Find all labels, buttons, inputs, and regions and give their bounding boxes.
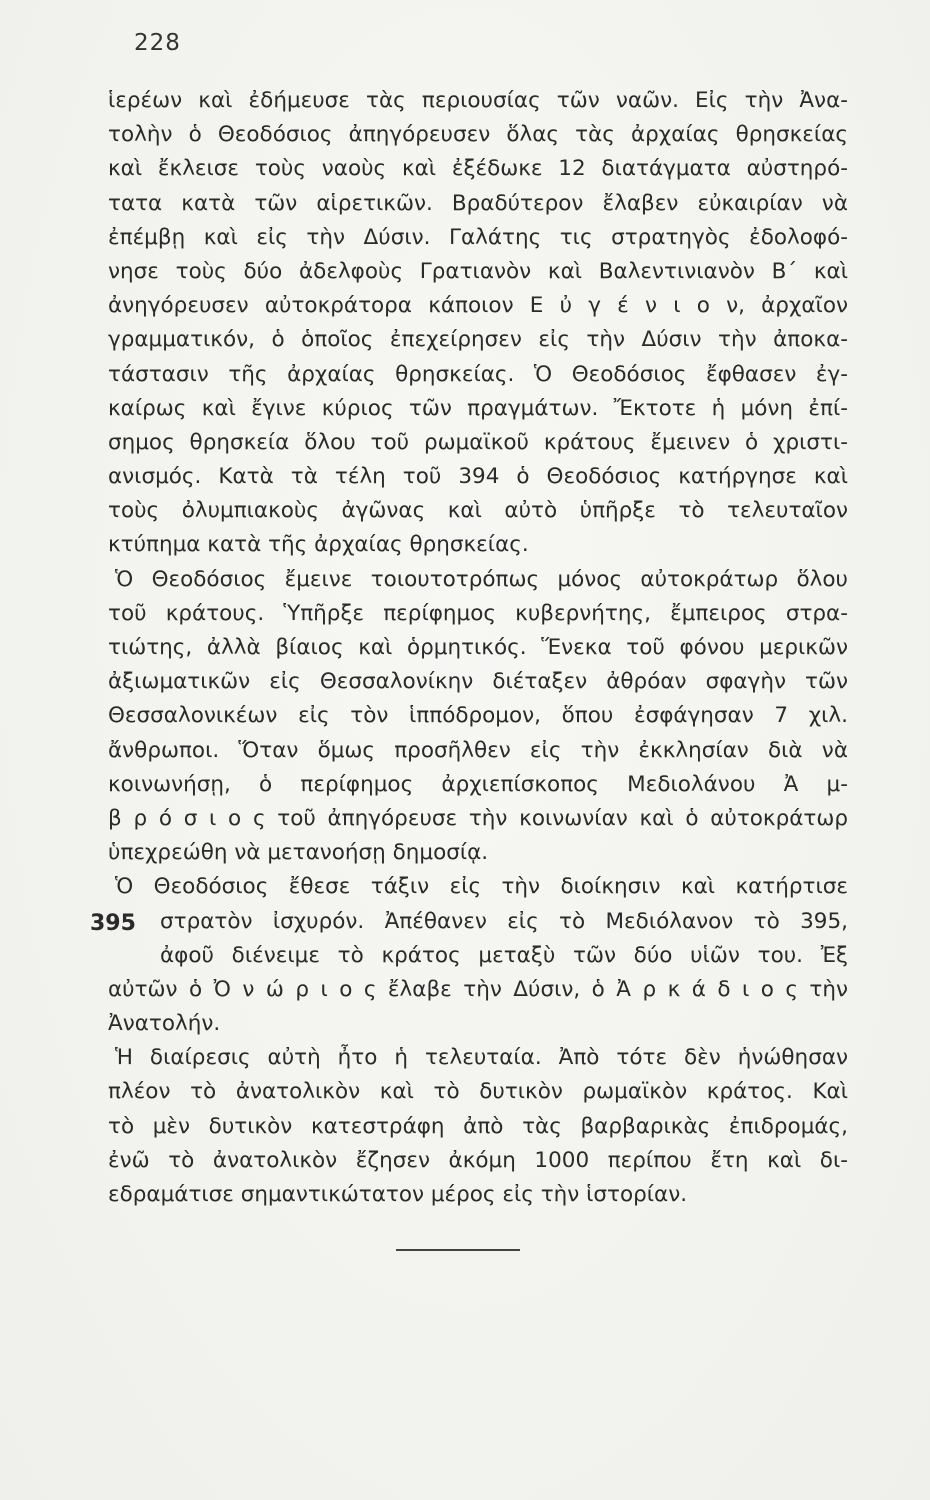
text-line: ἀνηγόρευσεν αὐτοκράτορα κάποιον Ε ὐ γ έ ν ι ο ν, ἀρχαῖον: [108, 293, 848, 319]
text-line: ἄνθρωποι. Ὅταν ὅμως προσῆλθεν εἰς τὴν ἐκκλησίαν διὰ νὰ: [108, 737, 848, 763]
text-line: τιώτης, ἀλλὰ βίαιος καὶ ὁρμητικός. Ἕνεκα τοῦ φόνου μερικῶν: [108, 635, 848, 660]
paragraph-start-line: Ἡ διαίρεσις αὐτὴ ἦτο ἡ τελευταία. Ἀπὸ τότε δὲν ἡνώθησαν: [115, 1045, 848, 1071]
text-line: ἱερέων καὶ ἐδήμευσε τὰς περιουσίας τῶν ναῶν. Εἰς τὴν Ἀνα-: [108, 88, 848, 113]
text-line: ανισμός. Κατὰ τὰ τέλη τοῦ 394 ὁ Θεοδόσιος κατήργησε καὶ: [108, 464, 848, 490]
paragraph-start-line: Ὁ Θεοδόσιος ἔθεσε τάξιν εἰς τὴν διοίκησιν καὶ κατήρτισε: [115, 874, 848, 900]
text-line: αὐτῶν ὁ Ὀ ν ώ ρ ι ο ς ἔλαβε τὴν Δύσιν, ὁ Ἀ ρ κ ά δ ι ο ς τὴν: [108, 976, 848, 1002]
text-line: εδραμάτισε σημαντικώτατον μέρος εἰς τὴν ἱστορίαν.: [108, 1182, 688, 1207]
text-line: νησε τοὺς δύο ἀδελφοὺς Γρατιανὸν καὶ Βαλεντινιανὸν Β΄ καὶ: [108, 258, 848, 284]
text-line: Ἀνατολήν.: [108, 1011, 221, 1037]
text-line: τὸ μὲν δυτικὸν κατεστράφη ἀπὸ τὰς βαρβαρικὰς ἐπιδρομάς,: [108, 1113, 848, 1139]
text-line: καίρως καὶ ἔγινε κύριος τῶν πραγμάτων. Ἔκτοτε ἡ μόνη ἐπί-: [108, 395, 848, 421]
text-line: τάστασιν τῆς ἀρχαίας θρησκείας. Ὁ Θεοδόσιος ἔφθασεν ἐγ-: [108, 361, 848, 387]
text-line: σημος θρησκεία ὅλου τοῦ ρωμαϊκοῦ κράτους ἔμεινεν ὁ χριστι-: [108, 429, 848, 455]
text-line: καὶ ἔκλεισε τοὺς ναοὺς καὶ ἐξέδωκε 12 διατάγματα αὐστηρό-: [108, 156, 848, 182]
text-line: ἐνῶ τὸ ἀνατολικὸν ἔζησεν ἀκόμη 1000 περίπου ἔτη καὶ δι-: [108, 1147, 848, 1173]
text-line: ὑπεχρεώθη νὰ μετανοήσῃ δημοσίᾳ.: [108, 840, 489, 866]
text-line: τοὺς ὀλυμπιακοὺς ἀγῶνας καὶ αὐτὸ ὑπῆρξε τὸ τελευταῖον: [108, 498, 848, 524]
text-line: ἐπέμβῃ καὶ εἰς τὴν Δύσιν. Γαλάτης τις στρατηγὸς ἐδολοφό-: [108, 224, 848, 250]
text-line: τατα κατὰ τῶν αἱρετικῶν. Βραδύτερον ἔλαβεν εὐκαιρίαν νὰ: [108, 190, 848, 216]
text-line: πλέον τὸ ἀνατολικὸν καὶ τὸ δυτικὸν ρωμαϊκὸν κράτος. Καὶ: [108, 1079, 848, 1105]
text-line: στρατὸν ἰσχυρόν. Ἀπέθανεν εἰς τὸ Μεδιόλανον τὸ 395,: [160, 908, 848, 934]
page-number: 228: [134, 30, 181, 56]
margin-year-note: 395: [90, 911, 136, 936]
text-line: γραμματικόν, ὁ ὁποῖος ἐπεχείρησεν εἰς τὴν Δύσιν τὴν ἀποκα-: [108, 327, 848, 353]
text-line: τοῦ κράτους. Ὑπῆρξε περίφημος κυβερνήτης, ἔμπειρος στρα-: [108, 600, 848, 626]
text-line: β ρ ό σ ι ο ς τοῦ ἀπηγόρευσε τὴν κοινωνίαν καὶ ὁ αὐτοκράτωρ: [108, 805, 848, 831]
text-line: κοινωνήσῃ, ὁ περίφημος ἀρχιεπίσκοπος Μεδιολάνου Ἀ μ-: [108, 771, 848, 797]
paragraph-start-line: Ὁ Θεοδόσιος ἔμεινε τοιουτοτρόπως μόνος αὐτοκράτωρ ὅλου: [115, 566, 848, 592]
text-line: Θεσσαλονικέων εἰς τὸν ἱππόδρομον, ὅπου ἐσφάγησαν 7 χιλ.: [108, 703, 848, 729]
text-line: κτύπημα κατὰ τῆς ἀρχαίας θρησκείας.: [108, 532, 529, 558]
text-line: ἀξιωματικῶν εἰς Θεσσαλονίκην διέταξεν ἀθρόαν σφαγὴν τῶν: [108, 669, 848, 695]
text-line: τολὴν ὁ Θεοδόσιος ἀπηγόρευσεν ὅλας τὰς ἀρχαίας θρησκείας: [108, 122, 848, 148]
text-line: ἀφοῦ διένειμε τὸ κράτος μεταξὺ τῶν δύο υἱῶν του. Ἐξ: [160, 942, 848, 968]
section-end-rule: [396, 1249, 520, 1251]
body-text: [108, 84, 848, 1212]
